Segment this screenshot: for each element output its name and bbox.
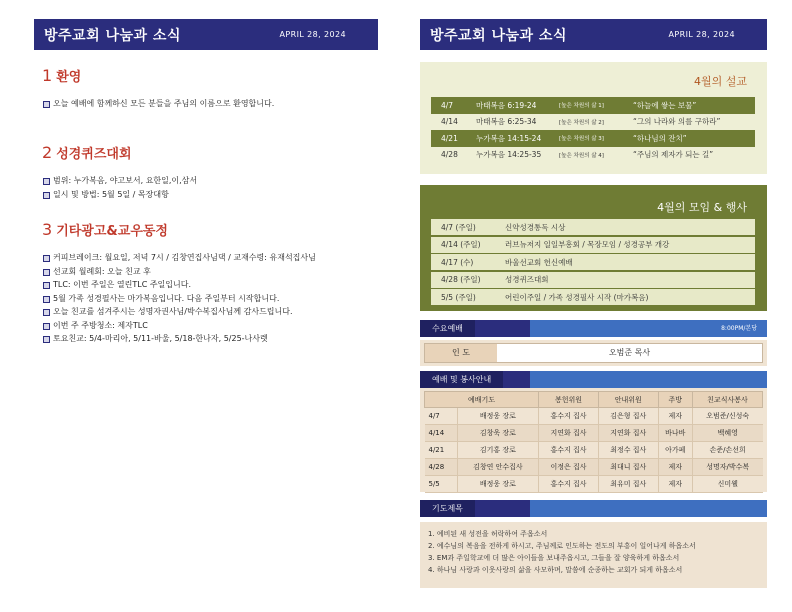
- bullet-item: 5월 가족 성경필사는 마가복음입니다. 다음 주일부터 시작합니다.: [42, 292, 382, 306]
- section-number: 1: [42, 66, 53, 85]
- sermon-passage: 누가복음 14:15-24: [476, 133, 542, 143]
- section-title: 기타광고&교우동정: [56, 224, 168, 239]
- table-cell: 4/28: [425, 459, 458, 476]
- table-cell: 배정웅 장로: [457, 476, 539, 493]
- event-date: 4/28 (주일): [441, 275, 481, 284]
- sermon-passage: 마태복음 6:19-24: [476, 100, 537, 110]
- table-row: [425, 459, 763, 476]
- leader-key: 인 도: [425, 344, 497, 362]
- service-duty-bar: [420, 371, 767, 388]
- section-heading: [42, 66, 382, 85]
- wednesday-worship-time: 8:00PM/본당: [721, 325, 757, 332]
- table-cell: 홍수지 집사: [539, 408, 599, 425]
- service-duty-label: 예배 및 봉사안내: [420, 371, 503, 388]
- bullet-item: 커피브레이크: 월요일, 저녁 7시 / 김창연집사님댁 / 교재수령: 유재석집사님: [42, 251, 382, 265]
- table-cell: 바나바: [658, 425, 692, 442]
- table-cell: 제자: [658, 408, 692, 425]
- table-cell: 백혜영: [692, 425, 762, 442]
- table-header-row: [425, 392, 763, 408]
- table-row: [425, 425, 763, 442]
- column-header: 예배기도: [425, 392, 539, 408]
- event-text: 러브뉴저지 일일부흥회 / 목장모임 / 성경공부 개강: [505, 240, 670, 249]
- section-title: 환영: [56, 70, 82, 85]
- table-cell: 김창욱 장로: [457, 425, 539, 442]
- bar-stripe: [530, 500, 767, 517]
- sermon-date: 4/21: [441, 133, 458, 143]
- bullet-item: 오늘 친교를 섬겨주시는 성명자권사님/박수복집사님께 감사드립니다.: [42, 305, 382, 319]
- newsletter-title: 방주교회 나눔과 소식: [44, 27, 181, 44]
- prayer-item: 3. EM과 주일학교에 더 많은 아이들을 보내주옵시고, 그들을 잘 양육하게 하옵소서: [428, 554, 680, 562]
- bullet-list: [42, 251, 382, 346]
- sermon-row: [431, 114, 755, 131]
- table-cell: 홍수지 집사: [539, 442, 599, 459]
- column-header: 주방: [658, 392, 692, 408]
- table-row: [425, 442, 763, 459]
- sermon-list: [431, 97, 755, 163]
- event-row: [431, 289, 755, 305]
- sermon-schedule-title: 4월의 설교: [694, 75, 747, 88]
- sermon-passage: 마태복음 6:25-34: [476, 117, 537, 127]
- sermon-date: 4/28: [441, 150, 458, 160]
- table-cell: 지연화 집사: [539, 425, 599, 442]
- table-cell: 이정은 집사: [539, 459, 599, 476]
- sermon-title: “주님의 제자가 되는 길”: [633, 150, 714, 160]
- newsletter-date: APRIL 28, 2024: [668, 30, 735, 39]
- event-row: [431, 237, 755, 253]
- table-cell: 신미웰: [692, 476, 762, 493]
- event-row: [431, 219, 755, 235]
- sermon-series: [높은 차원의 삶 3]: [559, 136, 604, 143]
- column-header: 친교식사봉사: [692, 392, 762, 408]
- prayer-bar: [420, 500, 767, 517]
- leader-value: 오범준 목사: [497, 344, 762, 362]
- events-list: [431, 219, 755, 307]
- event-date: 4/14 (주일): [441, 240, 481, 249]
- table-cell: 제자: [658, 476, 692, 493]
- newsletter-date: APRIL 28, 2024: [279, 30, 346, 39]
- bullet-list: [42, 174, 382, 201]
- bar-stripe: [530, 371, 767, 388]
- wednesday-worship-bar: [420, 320, 767, 337]
- wednesday-worship-label: 수요예배: [420, 320, 475, 337]
- bullet-item: 선교회 월례회: 오늘 친교 후: [42, 265, 382, 279]
- section-number: 2: [42, 143, 53, 162]
- wednesday-worship-box: [420, 340, 767, 366]
- sermon-title: “하나님의 잔치”: [633, 133, 687, 143]
- section-number: 3: [42, 220, 53, 239]
- table-cell: 김기홍 장로: [457, 442, 539, 459]
- table-cell: 배정웅 장로: [457, 408, 539, 425]
- table-cell: 5/5: [425, 476, 458, 493]
- section-bible-quiz: [42, 143, 382, 201]
- sermon-series: [높은 차원의 삶 4]: [559, 152, 604, 159]
- event-text: 바울선교회 헌신예배: [505, 257, 573, 267]
- table-cell: 4/14: [425, 425, 458, 442]
- newsletter-title: 방주교회 나눔과 소식: [430, 27, 567, 44]
- table-cell: 최대니 집사: [598, 459, 658, 476]
- event-text: 성경퀴즈대회: [505, 275, 549, 284]
- table-cell: 지연화 집사: [598, 425, 658, 442]
- service-duty-table: [424, 391, 763, 493]
- table-cell: 김은형 집사: [598, 408, 658, 425]
- sermon-date: 4/14: [441, 117, 458, 127]
- prayer-item: 4. 하나님 사랑과 이웃사랑의 삶을 사모하며, 말씀에 순종하는 교회가 되게 하옵소서: [428, 566, 683, 574]
- wednesday-leader-row: [424, 343, 763, 363]
- table-cell: 오범준/신성숙: [692, 408, 762, 425]
- bullet-list: [42, 97, 382, 111]
- service-duty-box: [420, 388, 767, 492]
- events-title: 4월의 모임 & 행사: [657, 201, 747, 214]
- left-header: [34, 19, 378, 50]
- table-cell: 아가페: [658, 442, 692, 459]
- event-text: 신약성경통독 시상: [505, 222, 566, 232]
- right-header: [420, 19, 767, 50]
- sermon-date: 4/7: [441, 100, 454, 110]
- table-cell: 최정수 집사: [598, 442, 658, 459]
- bullet-item: TLC: 이번 주일은 열린TLC 주일입니다.: [42, 278, 382, 292]
- sermon-series: [높은 차원의 삶 1]: [559, 103, 604, 110]
- column-header: 봉헌위원: [539, 392, 599, 408]
- prayer-list: [428, 528, 759, 576]
- table-cell: 홍수지 집사: [539, 476, 599, 493]
- section-title: 성경퀴즈대회: [56, 147, 132, 162]
- section-heading: [42, 220, 382, 239]
- event-date: 5/5 (주일): [441, 292, 476, 302]
- sermon-title: “하늘에 쌓는 보물”: [633, 100, 697, 110]
- sermon-row: [431, 147, 755, 164]
- table-cell: 4/7: [425, 408, 458, 425]
- table-row: [425, 408, 763, 425]
- prayer-list-box: [420, 522, 767, 588]
- event-date: 4/7 (주일): [441, 222, 476, 232]
- prayer-item: 1. 예비된 새 성전을 허락하여 주옵소서: [428, 530, 548, 538]
- event-text: 어린이주일 / 가족 성경필사 시작 (마가복음): [505, 292, 649, 302]
- bullet-item: 이번 주 주방청소: 제자TLC: [42, 319, 382, 333]
- table-cell: 4/21: [425, 442, 458, 459]
- event-date: 4/17 (수): [441, 257, 474, 267]
- bullet-item: 범위: 누가복음, 야고보서, 요한일,이,삼서: [42, 174, 382, 188]
- sermon-row: [431, 97, 755, 114]
- table-row: [425, 476, 763, 493]
- table-cell: 최유미 집사: [598, 476, 658, 493]
- bullet-item: 오늘 예배에 함께하신 모든 분들을 주님의 이름으로 환영합니다.: [42, 97, 382, 111]
- event-row: [431, 254, 755, 270]
- column-header: 안내위원: [598, 392, 658, 408]
- prayer-label: 기도제목: [420, 500, 475, 517]
- sermon-passage: 누가복음 14:25-35: [476, 150, 542, 160]
- bullet-item: 토요친교: 5/4-마리아, 5/11-바울, 5/18-한나자, 5/25-나사렛: [42, 332, 382, 346]
- sermon-row: [431, 130, 755, 147]
- section-welcome: [42, 66, 382, 111]
- sermon-title: “그의 나라와 의를 구하라”: [633, 117, 721, 127]
- sermon-series: [높은 차원의 삶 2]: [559, 119, 604, 126]
- section-announcements: [42, 220, 382, 346]
- events-schedule: [420, 185, 767, 311]
- table-cell: 김창연 안수집사: [457, 459, 539, 476]
- event-row: [431, 272, 755, 288]
- prayer-item: 2. 예수님의 복음을 전하게 하시고, 주님께로 인도하는 전도의 부흥이 일어나게 하옵소서: [428, 542, 696, 550]
- sermon-schedule: [420, 62, 767, 174]
- section-heading: [42, 143, 382, 162]
- table-cell: 손준/손선희: [692, 442, 762, 459]
- bullet-item: 일시 및 방법: 5월 5일 / 목장대항: [42, 188, 382, 202]
- table-cell: 제자: [658, 459, 692, 476]
- table-cell: 성명자/박수복: [692, 459, 762, 476]
